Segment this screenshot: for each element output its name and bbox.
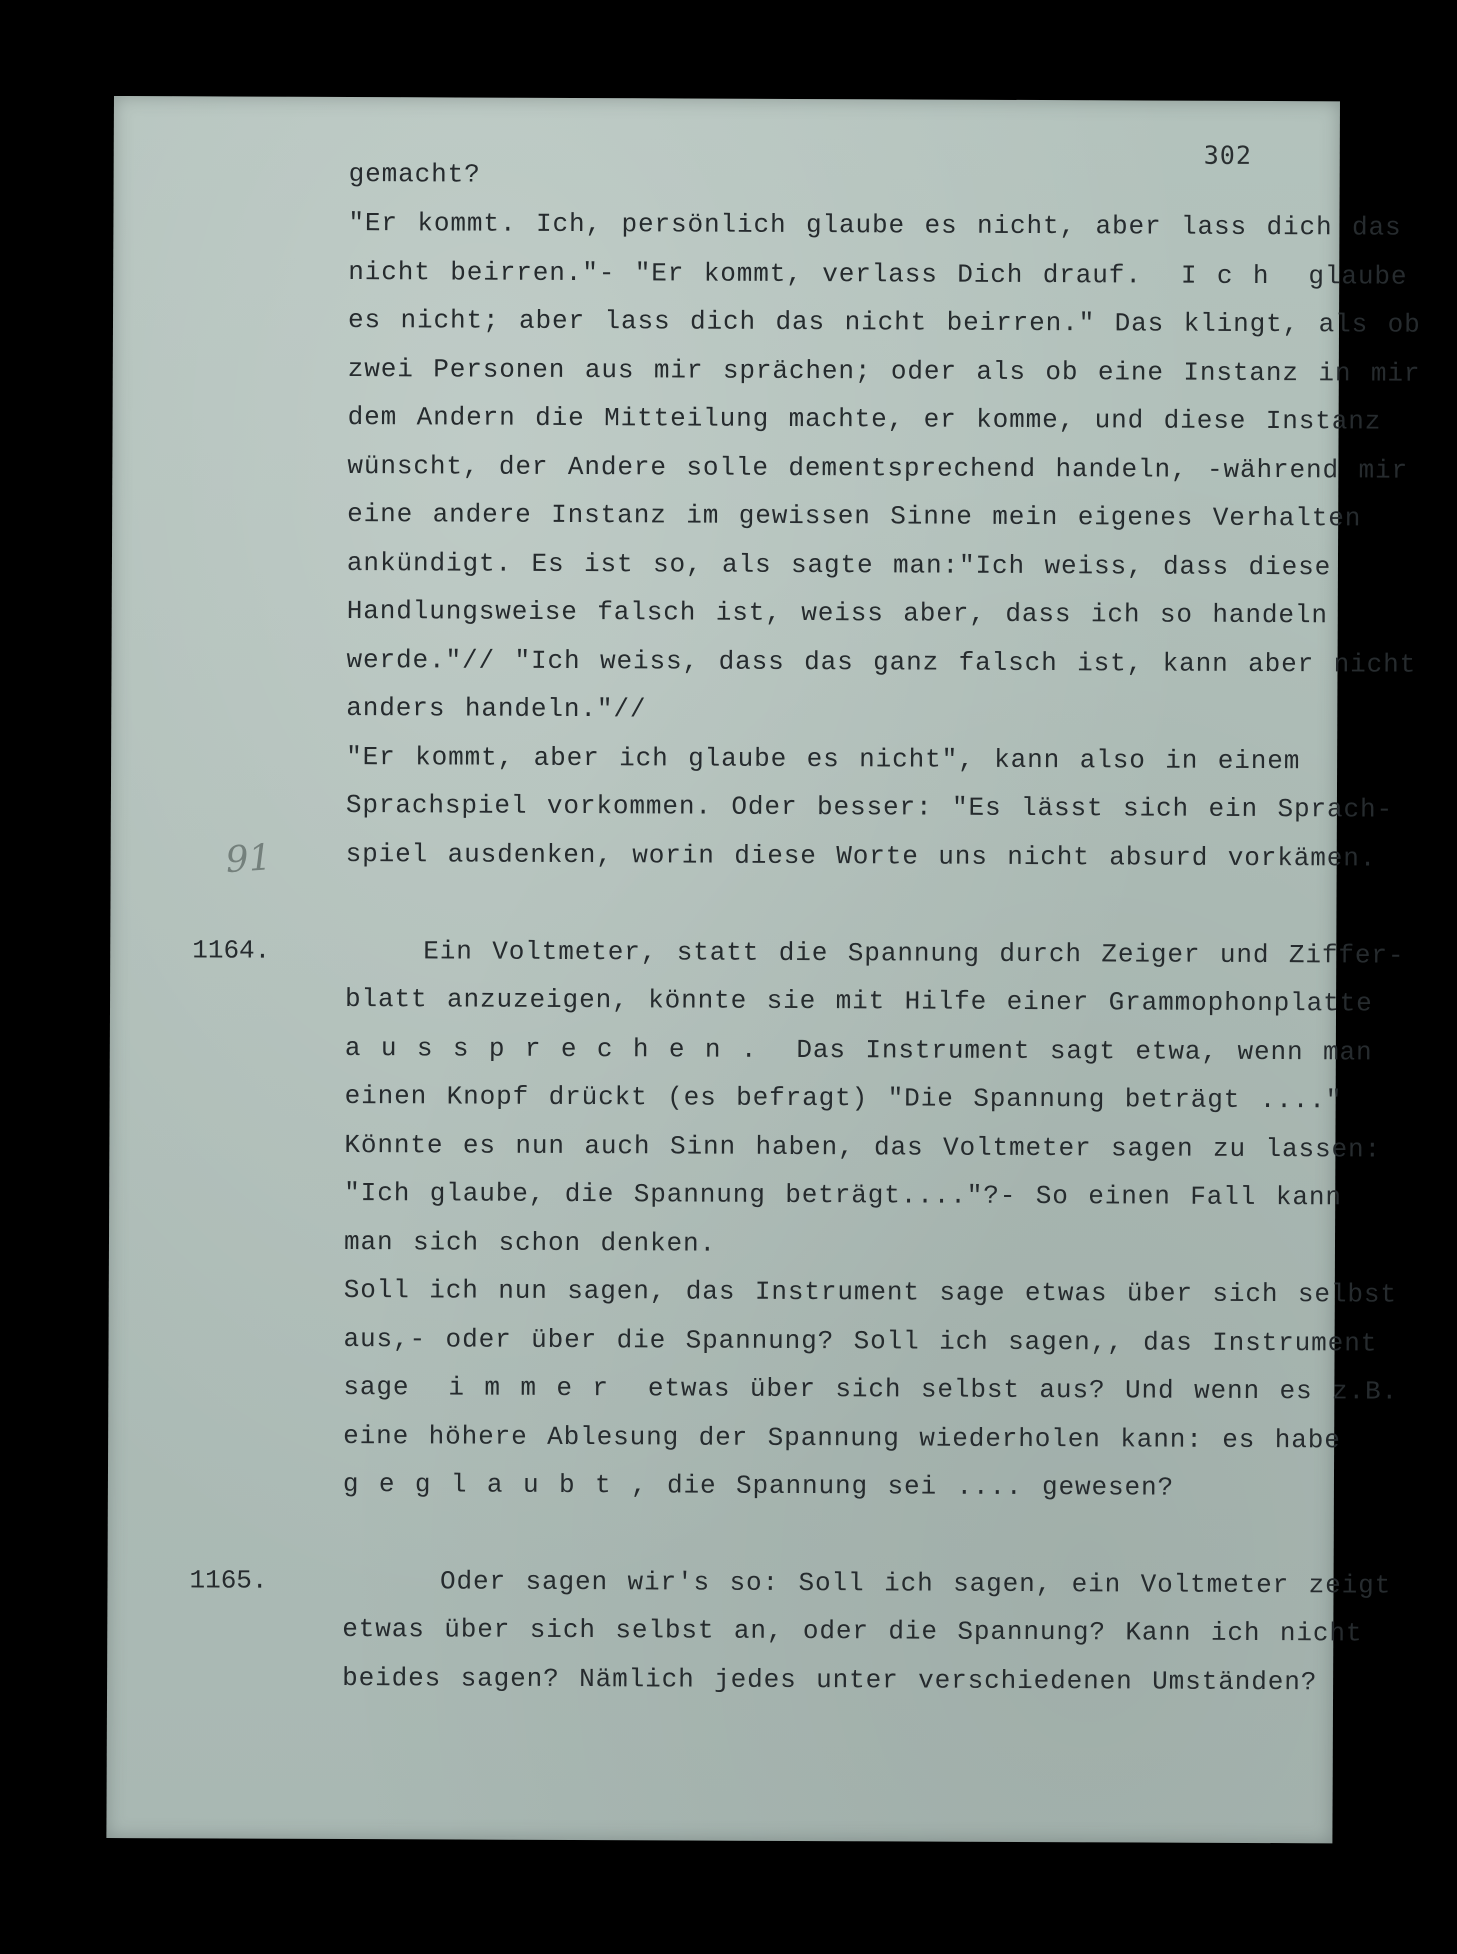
text-line: a u s s p r e c h e n . Das Instrument sagt etwa, wenn man <box>344 1033 1373 1068</box>
text-line: blatt anzuzeigen, könnte sie mit Hilfe einer Grammophonplatte <box>344 984 1373 1019</box>
text-line: nicht beirren."- "Er kommt, verlass Dich drauf. I c h glaube <box>348 257 1408 292</box>
text-line: beides sagen? Nämlich jedes unter verschiedenen Umständen? <box>342 1663 1318 1698</box>
text-line: dem Andern die Mitteilung machte, er komme, und diese Instanz <box>347 402 1382 437</box>
text-line: Könnte es nun auch Sinn haben, das Voltmeter sagen zu lassen: <box>344 1130 1382 1165</box>
paragraph-number: 1165. <box>189 1565 268 1596</box>
text-line: wünscht, der Andere solle dementsprechend handeln, -während mir <box>347 451 1409 486</box>
text-line: Ein Voltmeter, statt die Spannung durch Zeiger und Ziffer- <box>345 936 1405 971</box>
text-line: gemacht? <box>348 159 481 190</box>
margin-note: 91 <box>224 837 273 882</box>
text-line: g e g l a u b t , die Spannung sei .... gewesen? <box>342 1469 1175 1503</box>
text-line: spiel ausdenken, worin diese Worte uns nicht absurd vorkämen. <box>345 839 1377 874</box>
text-line: zwei Personen aus mir sprächen; oder als ob eine Instanz in mir <box>347 354 1421 389</box>
text-line: einen Knopf drückt (es befragt) "Die Spannung beträgt ...." <box>344 1081 1343 1116</box>
text-line: Handlungsweise falsch ist, weiss aber, dass ich so handeln <box>346 596 1328 631</box>
text-line: "Er kommt. Ich, persönlich glaube es nicht, aber lass dich das <box>348 208 1402 243</box>
text-line: "Er kommt, aber ich glaube es nicht", kann also in einem <box>346 742 1301 777</box>
text-line: ankündigt. Es ist so, als sagte man:"Ich weiss, dass diese <box>346 548 1332 583</box>
text-line: man sich schon denken. <box>343 1227 717 1259</box>
page-number: 302 <box>1203 140 1252 170</box>
paragraph-number: 1164. <box>192 935 271 966</box>
text-line: Sprachspiel vorkommen. Oder besser: "Es lässt sich ein Sprach- <box>345 790 1394 825</box>
text-line: eine andere Instanz im gewissen Sinne mein eigenes Verhalten <box>347 499 1362 534</box>
text-line: eine höhere Ablesung der Spannung wiederholen kann: es habe <box>343 1421 1341 1456</box>
text-line: sage i m m e r etwas über sich selbst aus? Und wenn es z.B. <box>343 1372 1399 1407</box>
text-line: etwas über sich selbst an, oder die Spannung? Kann ich nicht <box>342 1614 1363 1649</box>
text-line: anders handeln."// <box>346 693 647 725</box>
manuscript-page <box>106 96 1421 1843</box>
text-line: "Ich glaube, die Spannung beträgt...."?- So einen Fall kann <box>344 1178 1342 1213</box>
text-line: aus,- oder über die Spannung? Soll ich sagen,, das Instrument <box>343 1324 1378 1359</box>
text-line: es nicht; aber lass dich das nicht beirren." Das klingt, als ob <box>347 305 1421 340</box>
text-line: Soll ich nun sagen, das Instrument sage etwas über sich selbst <box>343 1275 1398 1310</box>
text-line: Oder sagen wir's so: Soll ich sagen, ein Voltmeter zeigt <box>342 1566 1392 1601</box>
text-line: werde."// "Ich weiss, dass das ganz falsch ist, kann aber nicht <box>346 645 1417 680</box>
